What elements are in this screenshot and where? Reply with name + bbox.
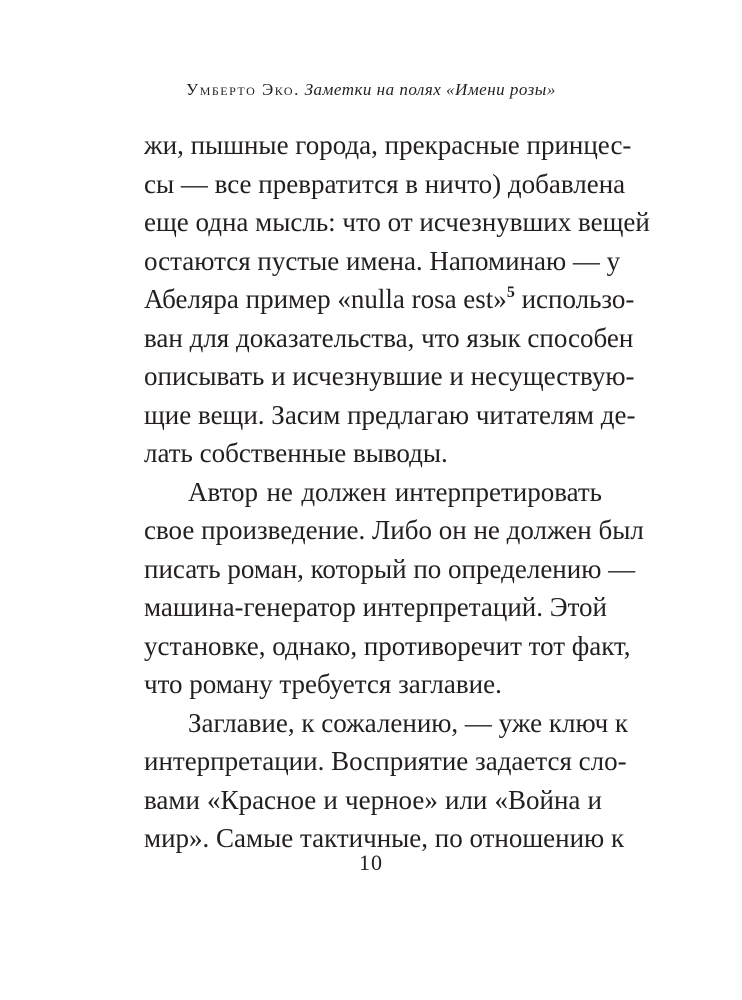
text-line: Автор не должен интерпретировать	[188, 476, 602, 507]
running-head	[0, 79, 742, 101]
text-line: вами «Красное и черное» или «Война и	[144, 784, 602, 815]
text-line-with-footnote	[144, 280, 635, 319]
text-line: еще одна мысль: что от исчезнувших вещей	[144, 207, 650, 237]
text-line-part: использо-	[514, 284, 635, 314]
page-number: 10	[359, 850, 383, 875]
text-line: установке, однако, противоречит тот факт,	[144, 630, 631, 661]
body-text	[144, 126, 650, 858]
text-line: ван для доказательства, что язык способен	[144, 322, 634, 353]
running-head-author: Умберто Эко.	[186, 80, 300, 99]
text-line: машина-генератор интерпретаций. Этой	[144, 592, 607, 622]
text-line: сы — все превратится в ничто) добавлена	[144, 168, 626, 199]
running-head-title: Заметки на полях «Имени розы»	[304, 80, 556, 99]
text-line: интерпретации. Восприятие задается сло-	[144, 746, 627, 776]
text-line: жи, пышные города, прекрасные принцес-	[144, 130, 632, 160]
text-line: что роману требуется заглавие.	[144, 669, 502, 699]
text-line-part: Абеляра пример «nulla rosa est»	[144, 284, 507, 314]
text-line: остаются пустые имена. Напоминаю — у	[144, 245, 621, 276]
text-line: Заглавие, к сожалению, — уже ключ к	[188, 707, 629, 738]
text-line: лать собственные выводы.	[144, 438, 448, 468]
text-line: мир». Самые тактичные, по отношению к	[144, 823, 625, 853]
footnote-mark[interactable]: 5	[506, 284, 515, 301]
text-line: щие вещи. Засим предлагаю читателям де-	[144, 399, 636, 430]
text-line: описывать и исчезнувшие и несуществую-	[144, 361, 635, 391]
text-line: свое произведение. Либо он не должен был	[144, 515, 644, 545]
text-line: писать роман, который по определению —	[144, 553, 636, 584]
